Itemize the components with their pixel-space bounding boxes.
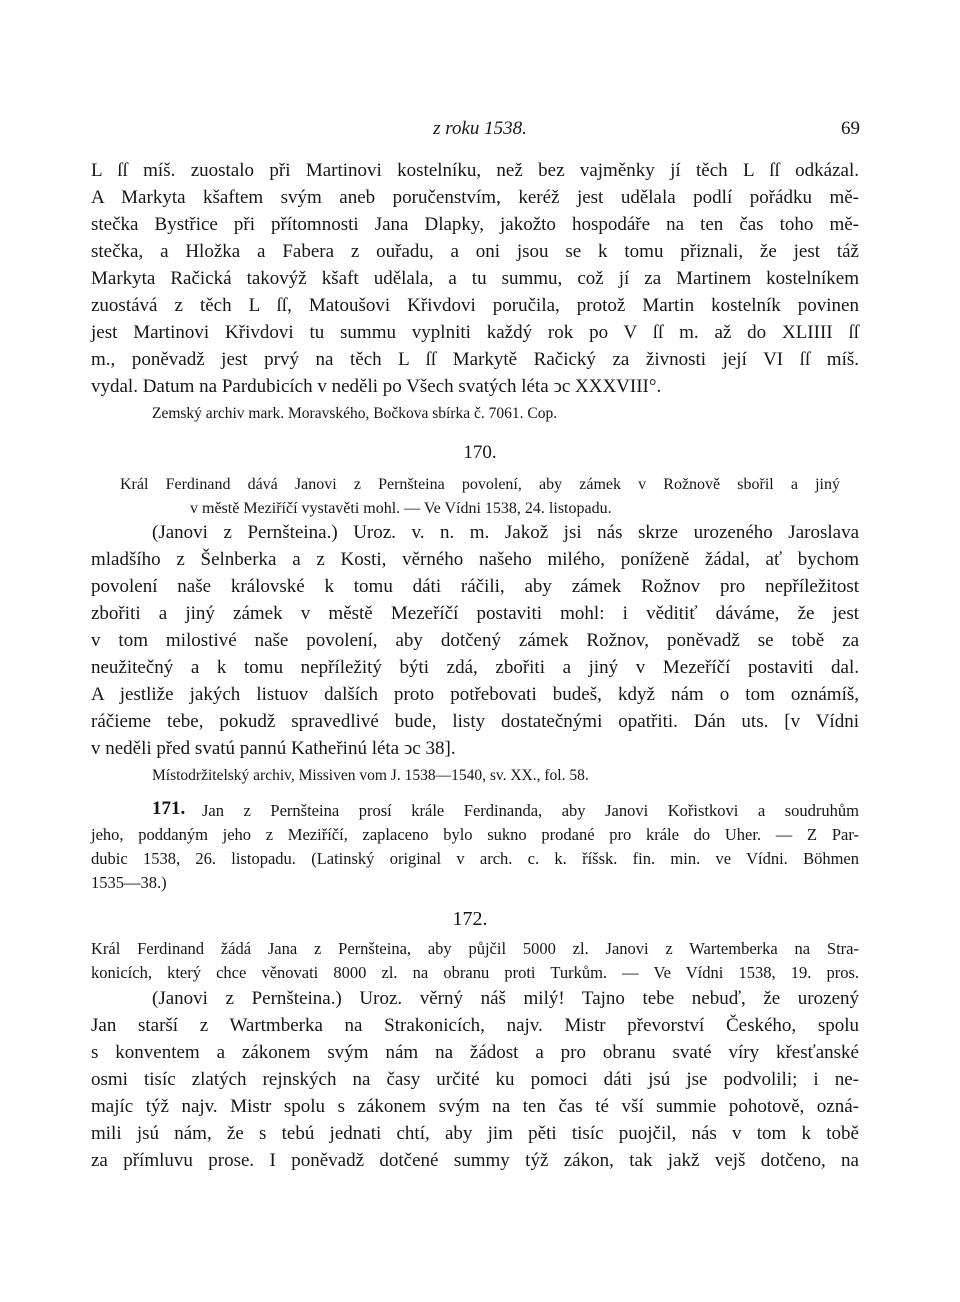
doc169-source-note: Zemský archiv mark. Moravského, Bočkova sbírka č. 7061. Cop. (152, 405, 558, 422)
doc169-line: stečka Bystřice při přítomnosti Jana Dlapky, jakožto hospodáře na ten čas toho mě- (91, 214, 859, 235)
doc170-text-line: zbořiti a jiný zámek v městě Mezeříčí postaviti mohl: i věditiť dáváme, že jest (91, 603, 859, 624)
doc170-text-line: neužitečný a k tomu nepříležitý býti zdá, zbořiti a jiný v Mezeříčí postaviti dal. (91, 657, 859, 678)
doc170-text-line: povolení naše královské k tomu dáti ráčili, aby zámek Rožnov pro nepříležitost (91, 576, 859, 597)
doc169-line: stečka, a Hložka a Fabera z ouřadu, a oni jsou se k tomu přiznali, že jest táž (91, 241, 859, 262)
doc169-line: L ſſ míš. zuostalo při Martinovi kostelníku, než bez vajměnky jí těch L ſſ odkázal. (91, 160, 859, 181)
doc172-text-line: majíc týž najv. Mistr spolu s zákonem svým na ten čas té vší summie pohotově, ozná- (91, 1096, 859, 1117)
doc171-line: 1535—38.) (91, 873, 167, 892)
doc170-text-line: v tom milostivé naše povolení, aby dotčený zámek Rožnov, poněvadž se tobě za (91, 630, 859, 651)
doc171-number: 171. (152, 798, 186, 819)
doc171-line: Jan z Pernšteina prosí krále Ferdinanda, aby Janovi Kořistkovi a soudruhům (202, 801, 859, 820)
doc170-number: 170. (463, 442, 497, 463)
doc170-text-line: v neděli před svatú pannú Katheřinú léta ↄc 38]. (91, 738, 456, 759)
doc172-text-line: Jan starší z Wartmberka na Strakonicích, najv. Mistr převorství Českého, spolu (91, 1015, 859, 1036)
doc172-summary-line: Král Ferdinand žádá Jana z Pernšteina, aby půjčil 5000 zl. Janovi z Wartemberka na Stra- (91, 939, 859, 958)
doc170-text-line: A jestliže jakých listuov dalších proto potřebovati budeš, když nám o tom oznámíš, (91, 684, 859, 705)
doc169-line: A Markyta kšaftem svým aneb poručenstvím, keréž jest udělala podlí pořádku mě- (91, 187, 859, 208)
doc172-text-line: osmi tisíc zlatých rejnských na časy určité ku pomoci dáti jsú jse podvolili; i ne- (91, 1069, 859, 1090)
doc172-text-line: s konventem a zákonem svým nám na žádost a pro obranu svaté víry křesťanské (91, 1042, 859, 1063)
doc172-text-line: mili jsú nám, že s tebú jednati chtí, aby jim pěti tisíc puojčil, nás v tom k tobě (91, 1123, 859, 1144)
doc172-summary-line: konicích, který chce věnovati 8000 zl. na obranu proti Turkům. — Ve Vídni 1538, 19. pros. (91, 963, 859, 982)
doc171-line: jeho, poddaným jeho z Meziříčí, zaplaceno bylo sukno prodané pro krále do Uher. — Z Par- (91, 825, 859, 844)
doc170-summary-line: Král Ferdinand dává Janovi z Pernšteina povolení, aby zámek v Rožnově sbořil a jiný (120, 476, 840, 493)
doc172-text-line: za přímluvu prose. I poněvadž dotčené summy týž zákon, tak jakž vejš dotčeno, na (91, 1150, 859, 1171)
page-number: 69 (841, 118, 860, 139)
running-title: z roku 1538. (433, 118, 527, 139)
doc170-summary-line: v městě Meziříčí vystavěti mohl. — Ve Vídni 1538, 24. listopadu. (190, 500, 612, 517)
doc170-text-line: mladšího z Šelnberka a z Kosti, věrného našeho milého, poníženě žádal, ať bychom (91, 549, 859, 570)
doc169-line: Markyta Račická takovýž kšaft udělala, a tu summu, což jí za Martinem kostelníkem (91, 268, 859, 289)
doc170-text-line: ráčieme tebe, pokudž spravedlivé bude, listy dostatečnými opatřiti. Dán uts. [v Vídni (91, 711, 859, 732)
doc169-line: m., poněvadž jest prvý na těch L ſſ Markytě Račický za živnosti její VI ſſ míš. (91, 349, 859, 370)
doc170-source-note: Místodržitelský archiv, Missiven vom J. 1538—1540, sv. XX., fol. 58. (152, 767, 589, 784)
doc169-line: jest Martinovi Křivdovi tu summu vyplniti každý rok po V ſſ m. až do XLIIII ſſ (91, 322, 859, 343)
doc172-number: 172. (452, 908, 488, 930)
doc170-text-line: (Janovi z Pernšteina.) Uroz. v. n. m. Jakož jsi nás skrze urozeného Jaroslava (152, 522, 859, 543)
doc169-line: vydal. Datum na Pardubicích v neděli po Všech svatých léta ↄc XXXVIII°. (91, 376, 662, 397)
doc171-line: dubic 1538, 26. listopadu. (Latinský original v arch. c. k. říšsk. fin. min. ve Vídni. Böhmen (91, 849, 859, 868)
doc169-line: zuostává z těch L ſſ, Matoušovi Křivdovi poručila, protož Martin kostelník povinen (91, 295, 859, 316)
doc172-text-line: (Janovi z Pernšteina.) Uroz. věrný náš milý! Tajno tebe nebuď, že urozený (152, 988, 859, 1009)
